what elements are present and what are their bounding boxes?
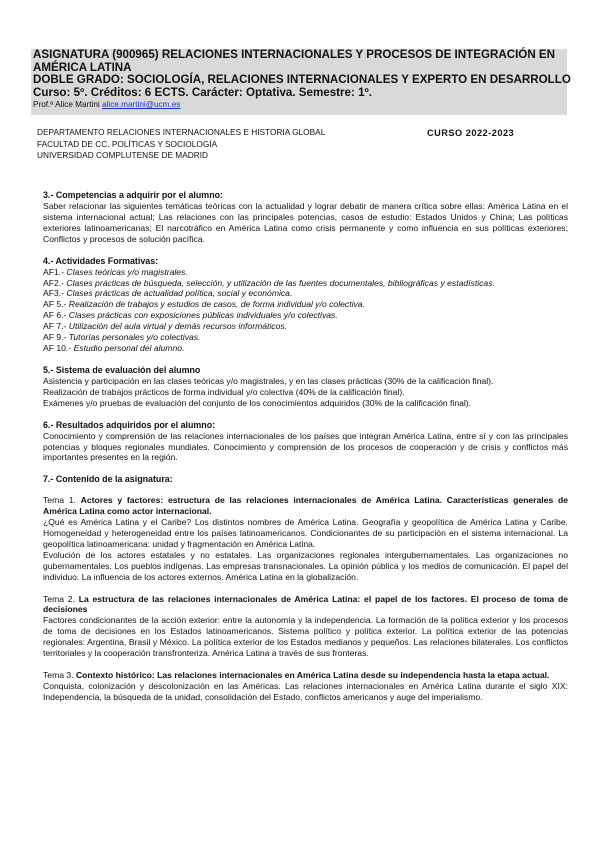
section-title: 4.- Actividades Formativas: bbox=[43, 255, 159, 266]
section-title: 7.- Contenido de la asignatura: bbox=[43, 474, 173, 485]
list-item: AF 5.- Realización de trabajos y estudios de casos, de forma individual y/o colectiva. bbox=[43, 299, 365, 310]
professor-line bbox=[33, 99, 567, 111]
section-text: Saber relacionar las siguientes temáticas teóricas con la actualidad y lograr debatir de manera crítica sobre ellas: América Latina en el sistema internacional actual; Las relaciones con las principales potencias, casos de estudio: Estados Unidos y China; Las políticas exteriores latinoamericanas; El narcotráfico en América Latina como crisis permanente y como influencia en sus políticas exteriores; Conflictos y procesos de solución pacífica. bbox=[43, 201, 568, 244]
tema-title: La estructura de las relaciones internacionales de América Latina: el papel de los factores. El proceso de toma de decisiones bbox=[43, 593, 568, 615]
tema-text: Factores condicionantes de la acción exterior: entre la autonomía y la independencia. La formación de la política exterior y los procesos de toma de decisiones en los Estados latinoamericanos. Sistema político y política exterior. La política exterior de las potencias regionales: Argentina, Brasil y México. La política exterior de los Estados medianos y pequeños. Las relaciones bilaterales. Los conflictos territoriales y la cooperación transfronteriza. América Latina a través de sus fronteras. bbox=[43, 615, 568, 659]
section-text: Asistencia y participación en las clases teóricas y/o magistrales, y en las clases prácticas (30% de la calificación final). bbox=[43, 375, 494, 386]
list-item: AF2.- Clases prácticas de búsqueda, selección, y utilización de las fuentes documentales, bibliográficas y estadísticas. bbox=[43, 277, 495, 288]
list-item: AF 7.- Utilización del aula virtual y demás recursos informáticos. bbox=[43, 321, 288, 332]
section-title: 6.- Resultados adquiridos por el alumno: bbox=[43, 419, 216, 430]
professor-name: Prof.ª Alice Martini bbox=[33, 100, 100, 109]
section-title: 3.- Competencias a adquirir por el alumno: bbox=[43, 190, 224, 200]
course-title-line2: AMÉRICA LATINA bbox=[33, 60, 132, 74]
list-item: AF 9.- Tutorías personales y/o colectivas. bbox=[43, 332, 201, 343]
section-text: Exámenes y/o pruebas de evaluación del conjunto de los conocimientos adquiridos (30% de la calificación final). bbox=[43, 397, 472, 408]
tema-3 bbox=[43, 670, 568, 703]
section-title: 5.- Sistema de evaluación del alumno bbox=[43, 364, 201, 375]
tema-title: Contexto histórico: Las relaciones internacionales en América Latina desde su independencia hasta la etapa actual. bbox=[75, 670, 550, 680]
list-item: AF1.- Clases teóricas y/o magistrales. bbox=[43, 266, 188, 277]
department-name: DEPARTAMENTO RELACIONES INTERNACIONALES E HISTORIA GLOBAL bbox=[37, 127, 326, 137]
list-item: AF3.- Clases prácticas de actualidad política, social y económica. bbox=[43, 288, 293, 299]
tema-number: Tema 3. bbox=[43, 670, 74, 680]
section-evaluacion bbox=[43, 365, 568, 409]
tema-number: Tema 1. bbox=[43, 495, 76, 506]
department-block bbox=[37, 127, 325, 162]
tema-title: Actores y factores: estructura de las relaciones internacionales de América Latina. Características generales de América Latina como actor internacional. bbox=[43, 495, 568, 517]
section-competencias bbox=[43, 190, 568, 245]
document-body bbox=[43, 190, 568, 714]
tema-number: Tema 2. bbox=[43, 593, 75, 604]
section-contenido bbox=[43, 474, 568, 702]
tema-text: Evolución de los actores estatales y no estatales. Las organizaciones regionales intergubernamentales. Las organizaciones no gubernamentales. Los pueblos indígenas. Las empresas transnacionales. La opinión pública y los medios de comunicación. El papel del individuo. La influencia de los actores externos. América Latina en la globalización. bbox=[43, 549, 568, 582]
section-actividades bbox=[43, 256, 568, 354]
course-header bbox=[31, 48, 571, 115]
section-text: Realización de trabajos prácticos de forma individual y/o colectiva (40% de la calificación final). bbox=[43, 386, 405, 397]
course-title-line1: ASIGNATURA (900965) RELACIONES INTERNACIONALES Y PROCESOS DE INTEGRACIÓN EN bbox=[33, 48, 556, 61]
tema-text: ¿Qué es América Latina y el Caribe? Los distintos nombres de América Latina. Geografía y geopolítica de América Latina y Caribe. Homogeneidad y heterogeneidad entre los países latinoamericanos. Condicionantes de su participación en el sistema internacional. La geopolítica latinoamericana: unidad y fragmentación en América Latina. bbox=[43, 517, 568, 549]
section-text: Conocimiento y comprensión de las relaciones internacionales de los países que integran América Latina, entre sí y con las principales potencias y bloques regionales mundiales. Conocimiento y comprensión de los procesos de cooperación y de crisis y conflictos más importantes presentes en la región. bbox=[43, 430, 568, 463]
tema-2 bbox=[43, 594, 568, 659]
course-details-line: Curso: 5º. Créditos: 6 ECTS. Carácter: Optativa. Semestre: 1º. bbox=[33, 85, 372, 99]
faculty-name: FACULTAD DE CC. POLÍTICAS Y SOCIOLOGÍA bbox=[37, 138, 218, 149]
degree-line: DOBLE GRADO: SOCIOLOGÍA, RELACIONES INTERNACIONALES Y EXPERTO EN DESARROLLO bbox=[33, 73, 571, 86]
academic-year: CURSO 2022-2023 bbox=[427, 128, 515, 138]
list-item: AF 6.- Clases prácticas con exposiciones públicas individuales y/o colectivas. bbox=[43, 310, 338, 321]
tema-1 bbox=[43, 495, 568, 582]
university-name: UNIVERSIDAD COMPLUTENSE DE MADRID bbox=[37, 150, 209, 161]
section-resultados bbox=[43, 420, 568, 464]
list-item: AF 10.- Estudio personal del alumno. bbox=[43, 342, 185, 353]
professor-email-link[interactable]: alice.martini@ucm.es bbox=[102, 100, 181, 109]
tema-text: Conquista, colonización y descolonización en las Américas. Las relaciones internacionales en América Latina durante el siglo XIX: Independencia, la búsqueda de la unidad, consolidación del Estado, conflictos americanos y auge del imperialismo. bbox=[43, 680, 568, 702]
